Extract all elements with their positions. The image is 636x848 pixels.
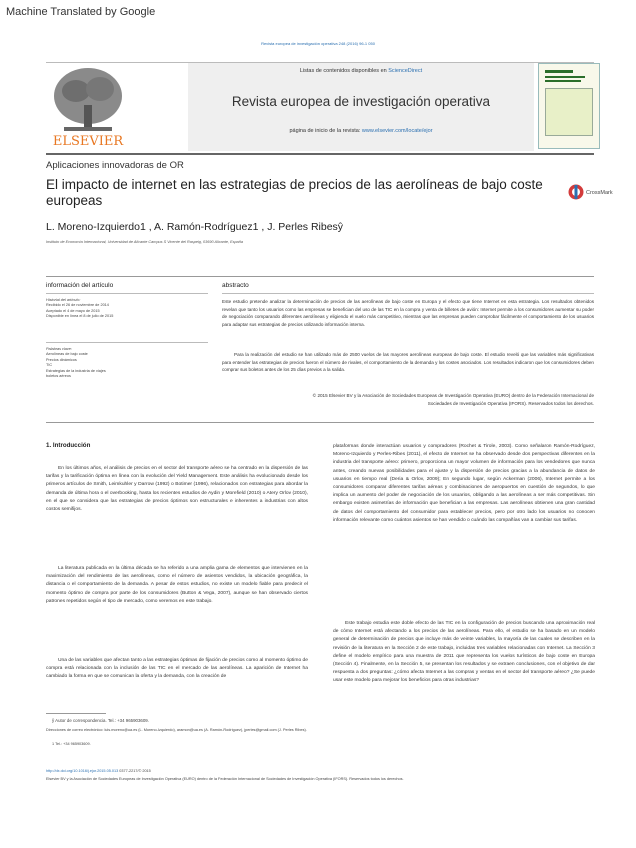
doi-line <box>46 768 594 774</box>
history-accepted: Aceptado el 4 de mayo de 2015 <box>46 308 100 313</box>
abstract-bottom-divider <box>46 422 594 423</box>
keyword-item: Precios dinámicos <box>46 357 77 362</box>
article-title: El impacto de internet en las estrategias de precios de las aerolíneas de bajo coste europeas <box>46 177 543 208</box>
abstract-copyright: © 2015 Elsevier BV y la Asociación de Sociedades Europeas de Investigación Operativa (EURO) dentro de la Federación Internacional de Sociedades de Investigación Operativa (IFORS). Reservados todos los derechos. <box>312 393 594 406</box>
journal-cover-thumbnail <box>538 63 600 149</box>
history-online: Disponible en línea el 8 de julio de 2015 <box>46 314 114 319</box>
keyword-item: boletos aéreos <box>46 374 71 379</box>
sciencedirect-link[interactable]: ScienceDirect <box>388 68 423 74</box>
crossmark-label: CrossMark <box>586 190 613 196</box>
keyword-item: Aerolíneas de bajo coste <box>46 352 88 357</box>
issn-text: 0377-2217/© 2015 <box>119 769 151 773</box>
bottom-copyright: Elsevier BV y la Asociación de Sociedades Europeas de Investigación Operativa (EURO) dentro de la Federación Internacional de Sociedades de Investigación Operativa (IFORS). Reservados todos los derechos. <box>46 777 404 781</box>
intro-col2-paragraph-1: plataformas donde interactúan usuarios y compradores (Rochet & Tirole, 2003). Como señalaron Ramón-Rodríguez, Moreno-Izquierdo y Perles-Ribes (2011), el efecto de Internet se ha observado desde dos perspectivas diferentes en la industria del transporte aéreo: primero, proporciona un mayor volumen de información para los vendedores que nunca antes, creando nuevas posibilidades para el ajuste y la dispersión de precios gracias a la abundancia de datos de usuarios en tiempo real (Deria & Orlov, 2009); En segundo lugar, según Ackerman (2006), Internet permite a los consumidores comparar diferentes tarifas aéreas y combinaciones de aeropuertos en cuestión de segundos, lo que implica un aumento del poder de negociación de los usuarios, obligando a las aerolíneas a ser más competitivas. Sin embargo existen asimetrías de información que benefician a las empresas. Las aerolíneas obtienen una gran cantidad de datos del comportamiento del consumidor para establecer precios, pero por otro lado los usuarios no conocen información relevante como cuántos asientos se han vendido o cuándo las compañías van a cambiar sus tarifas. <box>333 444 595 523</box>
intro-paragraph-1: En los últimos años, el análisis de precios en el sector del transporte aéreo se ha centrado en la dispersión de las tarifas y la tarificación óptima en línea con la evolución del Yield Management. Este análisis ha evolucionado desde los primeros artículos de Smith, Leimkuhler y Darrow (1992) o Botimer (1996), relacionados con estrategias para abordar la demanda de última hora o el overbooking, hasta los recientes estudios de Aydin y Morefield (2010) o Atery Orlov (2010), en el que se considera que las estrategias de precios óptimos son estructurales e inherentes a industrias con altos costos semifijos. <box>46 466 308 513</box>
elsevier-tree-logo <box>48 63 128 151</box>
homepage-label: página de inicio de la revista: <box>289 128 361 134</box>
tel-footnote: 1 Tel.: +34 965903609. <box>52 742 91 746</box>
intro-paragraph-3: Una de las variables que afectan tanto a las estrategias óptimas de fijación de precios como al momento óptimo de compra está relacionada con la inclusión de las TIC en el mercado de las aerolíneas. La aparición de Internet ha cambiado la forma en que se comunican la oferta y la demanda, con la creación de <box>46 658 308 680</box>
crossmark-icon[interactable] <box>568 181 613 203</box>
corresponding-author-note: ŷ Autor de correspondencia. Tel.: +34 965903609. <box>52 718 149 723</box>
journal-homepage <box>188 128 534 134</box>
history-received: Recibido el 26 de noviembre de 2014 <box>46 303 109 308</box>
article-info-heading: información del artículo <box>46 282 114 289</box>
journal-name: Revista europea de investigación operativa <box>231 94 491 109</box>
keywords-label: Palabras clave: <box>46 347 72 351</box>
keywords-block <box>46 347 208 379</box>
intro-paragraph-2: La literatura publicada en la última década se ha referido a una amplia gama de elementos que intervienen en la maximización del rendimiento de las aerolíneas, como el número de asientos vendidos, la ubicación geográfica, la distancia o el comportamiento de la demanda. A pesar de estos estudios, no existe un modelo fiable para predecir el momento óptimo de compra por parte de los consumidores (Button & Vega, 2007), aunque se han observado ciertos patrones repetidos según el tipo de mercado, como veremos en este trabajo. <box>46 566 308 604</box>
author-affiliation: Instituto de Economía Internacional, Universidad de Alicante Campus S Vicente del Raspeig, 03690 Alicante, España <box>46 240 243 244</box>
machine-translated-label: Machine Translated by Google <box>6 6 156 18</box>
abstract-paragraph-1: Este estudio pretende analizar la determinación de precios de las aerolíneas de bajo coste en Europa y el efecto que tiene Internet en esta estrategia. Los resultados obtenidos revelan que tanto los usuarios como las empresas se benefician del uso de las TIC en la compra y venta de billetes de avión: Internet permite a los consumidores aumentar su poder de negociación comparando diferentes aerolíneas y eligiendo el vuelo más competitivo, mientras que las empresas pueden comprobar fácilmente el comportamiento de los usuarios para adaptar sus estrategias de precios utilizando información interna. <box>222 299 594 327</box>
abstract-paragraph-2: Para la realización del estudio se han utilizado más de 2500 vuelos de las mayores aerolíneas europeas de bajo coste. El estudio reveló que las variables más significativas para entender las estrategias de precios fueron el número de rivales, el comportamiento de la demanda y los costes asociados. Los resultados indicaron que los consumidores deben comprar sus boletos antes de los 25 días previos a la salida. <box>222 352 594 372</box>
contents-line-label: Listas de contenidos disponibles en <box>299 68 387 74</box>
email-footnote: Direcciones de correo electrónico: luis.moreno@ua.es (L. Moreno-Izquierdo), aramon@ua.es (A. Ramón-Rodríguez), jperles@gmail.com (J. Perles Ribes). <box>46 728 307 732</box>
keyword-item: Estrategias de la industria de viajes <box>46 368 106 373</box>
footnote-rule <box>46 713 106 714</box>
publisher-wordmark: ELSEVIER <box>52 134 124 149</box>
keywords-rule <box>46 342 208 343</box>
homepage-link[interactable]: www.elsevier.com/locate/ejor <box>361 128 433 134</box>
section-label: Aplicaciones innovadoras de OR <box>46 160 184 171</box>
intro-col2-paragraph-2: Este trabajo estudia este doble efecto de las TIC en la configuración de precios buscando una aproximación real de cómo Internet está afectando a los precios de las aerolíneas. Para ello, el estudio se ha basado en un modelo general de determinación de precios que incluye más de veinte variables, la mayoría de las cuales se describen en la revisión de la literatura en la Sección 2 de este trabajo, incluidas tres variables relacionadas con Internet. La Sección 3 define el modelo empírico para una muestra de 2011 que representa los vuelos turísticos de bajo coste en Europa (Sección 4). Finalmente, en la Sección 5, se presentan los resultados y se extraen conclusiones, con el objetivo de dar respuesta a dos preguntas: ¿cómo afecta Internet a las compras y ventas en el sector del transporte aéreo? ¿Se puede usar este modelo para mejorar los beneficios para otras industrias? <box>333 621 595 684</box>
contents-line <box>188 68 534 74</box>
abstract-heading: abstracto <box>222 282 249 289</box>
abstract-rule <box>222 293 594 294</box>
doi-link[interactable]: http://dx.doi.org/10.1016/j.ejor.2015.05.013 <box>46 769 119 773</box>
top-divider <box>46 276 594 277</box>
author-list: L. Moreno-Izquierdo1 , A. Ramón-Rodríguez1 , J. Perles Ribesŷ <box>46 221 344 233</box>
intro-heading: 1. Introducción <box>46 442 91 449</box>
history-label: Historial del artículo: <box>46 298 81 302</box>
journal-citation-link[interactable]: Revista europea de investigación operativa 248 (2016) 96-1 050 <box>261 41 375 46</box>
keyword-item: TIC <box>46 363 53 368</box>
article-info-rule <box>46 293 208 294</box>
article-history <box>46 298 208 320</box>
